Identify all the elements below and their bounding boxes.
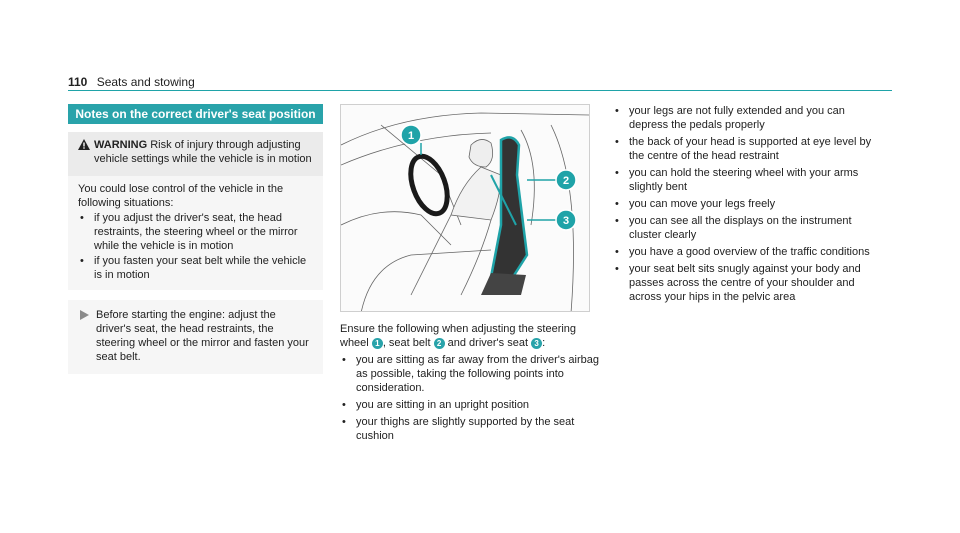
list-item bbox=[340, 398, 600, 412]
warning-label: WARNING bbox=[94, 139, 148, 151]
badge-1: 1 bbox=[372, 338, 383, 349]
ensure-section bbox=[340, 322, 600, 443]
list-item bbox=[613, 214, 883, 242]
bullet-dot: • bbox=[615, 136, 619, 148]
bullet-dot: • bbox=[80, 212, 84, 224]
list-item bbox=[613, 262, 883, 304]
ensure-list bbox=[340, 353, 600, 443]
bullet-dot: • bbox=[615, 105, 619, 117]
left-column bbox=[68, 104, 323, 374]
note-box bbox=[68, 300, 323, 374]
bullet-dot: • bbox=[615, 198, 619, 210]
list-item bbox=[613, 104, 883, 132]
callout-3 bbox=[556, 210, 576, 230]
badge-2: 2 bbox=[434, 338, 445, 349]
bullet-dot: • bbox=[342, 354, 346, 366]
svg-text:1: 1 bbox=[407, 130, 415, 142]
ensure-intro-a: Ensure the following when adjusting the steering wheel bbox=[340, 323, 577, 349]
section-name: Seats and stowing bbox=[96, 75, 195, 89]
ensure-item: you are sitting as far away from the driver's airbag as possible, taking the following points into consideration. bbox=[356, 354, 599, 394]
warning-header bbox=[68, 132, 323, 176]
list-item bbox=[613, 245, 883, 259]
ensure-intro-b: , seat belt bbox=[382, 337, 431, 349]
list-item bbox=[78, 211, 313, 253]
ensure-intro bbox=[340, 322, 600, 350]
warning-body bbox=[68, 176, 323, 290]
bullet-dot: • bbox=[342, 416, 346, 428]
play-arrow-icon bbox=[80, 308, 96, 364]
warning-intro: You could lose control of the vehicle in the following situations: bbox=[78, 183, 284, 209]
warning-text bbox=[94, 138, 313, 166]
right-item: you can hold the steering wheel with your arms slightly bent bbox=[629, 167, 859, 193]
right-item: you can see all the displays on the instrument cluster clearly bbox=[629, 215, 852, 241]
right-item: you have a good overview of the traffic conditions bbox=[629, 246, 870, 258]
list-item bbox=[78, 254, 313, 282]
page-header bbox=[68, 75, 195, 89]
ensure-intro-c: and driver's seat bbox=[447, 337, 529, 349]
right-column bbox=[613, 104, 883, 304]
note-text: Before starting the engine: adjust the driver's seat, the head restraints, the steering wheel or the mirror and fasten your seat belt. bbox=[96, 309, 309, 363]
badge-3: 3 bbox=[531, 338, 542, 349]
right-item: your legs are not fully extended and you can depress the pedals properly bbox=[629, 105, 845, 131]
list-item bbox=[613, 135, 883, 163]
bullet-dot: • bbox=[615, 215, 619, 227]
list-item bbox=[613, 166, 883, 194]
warning-message: Risk of injury through adjusting vehicle settings while the vehicle is in motion bbox=[94, 139, 312, 165]
svg-text:2: 2 bbox=[562, 175, 570, 187]
bullet-dot: • bbox=[615, 263, 619, 275]
section-title: Notes on the correct driver's seat position bbox=[68, 104, 323, 124]
seat-position-illustration bbox=[340, 104, 590, 312]
bullet-dot: • bbox=[80, 255, 84, 267]
callout-1 bbox=[401, 125, 421, 145]
list-item bbox=[340, 415, 600, 443]
ensure-item: you are sitting in an upright position bbox=[356, 399, 530, 411]
right-item: your seat belt sits snugly against your body and passes across the centre of your shoulder and across your hips in the pelvic area bbox=[629, 263, 861, 303]
warning-triangle-icon bbox=[78, 139, 94, 166]
warning-item: if you adjust the driver's seat, the head restraints, the steering wheel or the mirror while the vehicle is in motion bbox=[94, 212, 298, 252]
page-number: 110 bbox=[68, 75, 88, 89]
list-item bbox=[340, 353, 600, 395]
callout-2 bbox=[556, 170, 576, 190]
header-rule bbox=[68, 90, 892, 91]
right-item: the back of your head is supported at eye level by the centre of the head restraint bbox=[629, 136, 872, 162]
bullet-dot: • bbox=[342, 399, 346, 411]
ensure-intro-d: : bbox=[542, 337, 546, 349]
bullet-dot: • bbox=[615, 246, 619, 258]
bullet-dot: • bbox=[615, 167, 619, 179]
ensure-item: your thighs are slightly supported by the seat cushion bbox=[356, 416, 575, 442]
right-item: you can move your legs freely bbox=[629, 198, 776, 210]
list-item bbox=[613, 197, 883, 211]
svg-text:3: 3 bbox=[562, 215, 570, 227]
warning-item: if you fasten your seat belt while the vehicle is in motion bbox=[94, 255, 307, 281]
